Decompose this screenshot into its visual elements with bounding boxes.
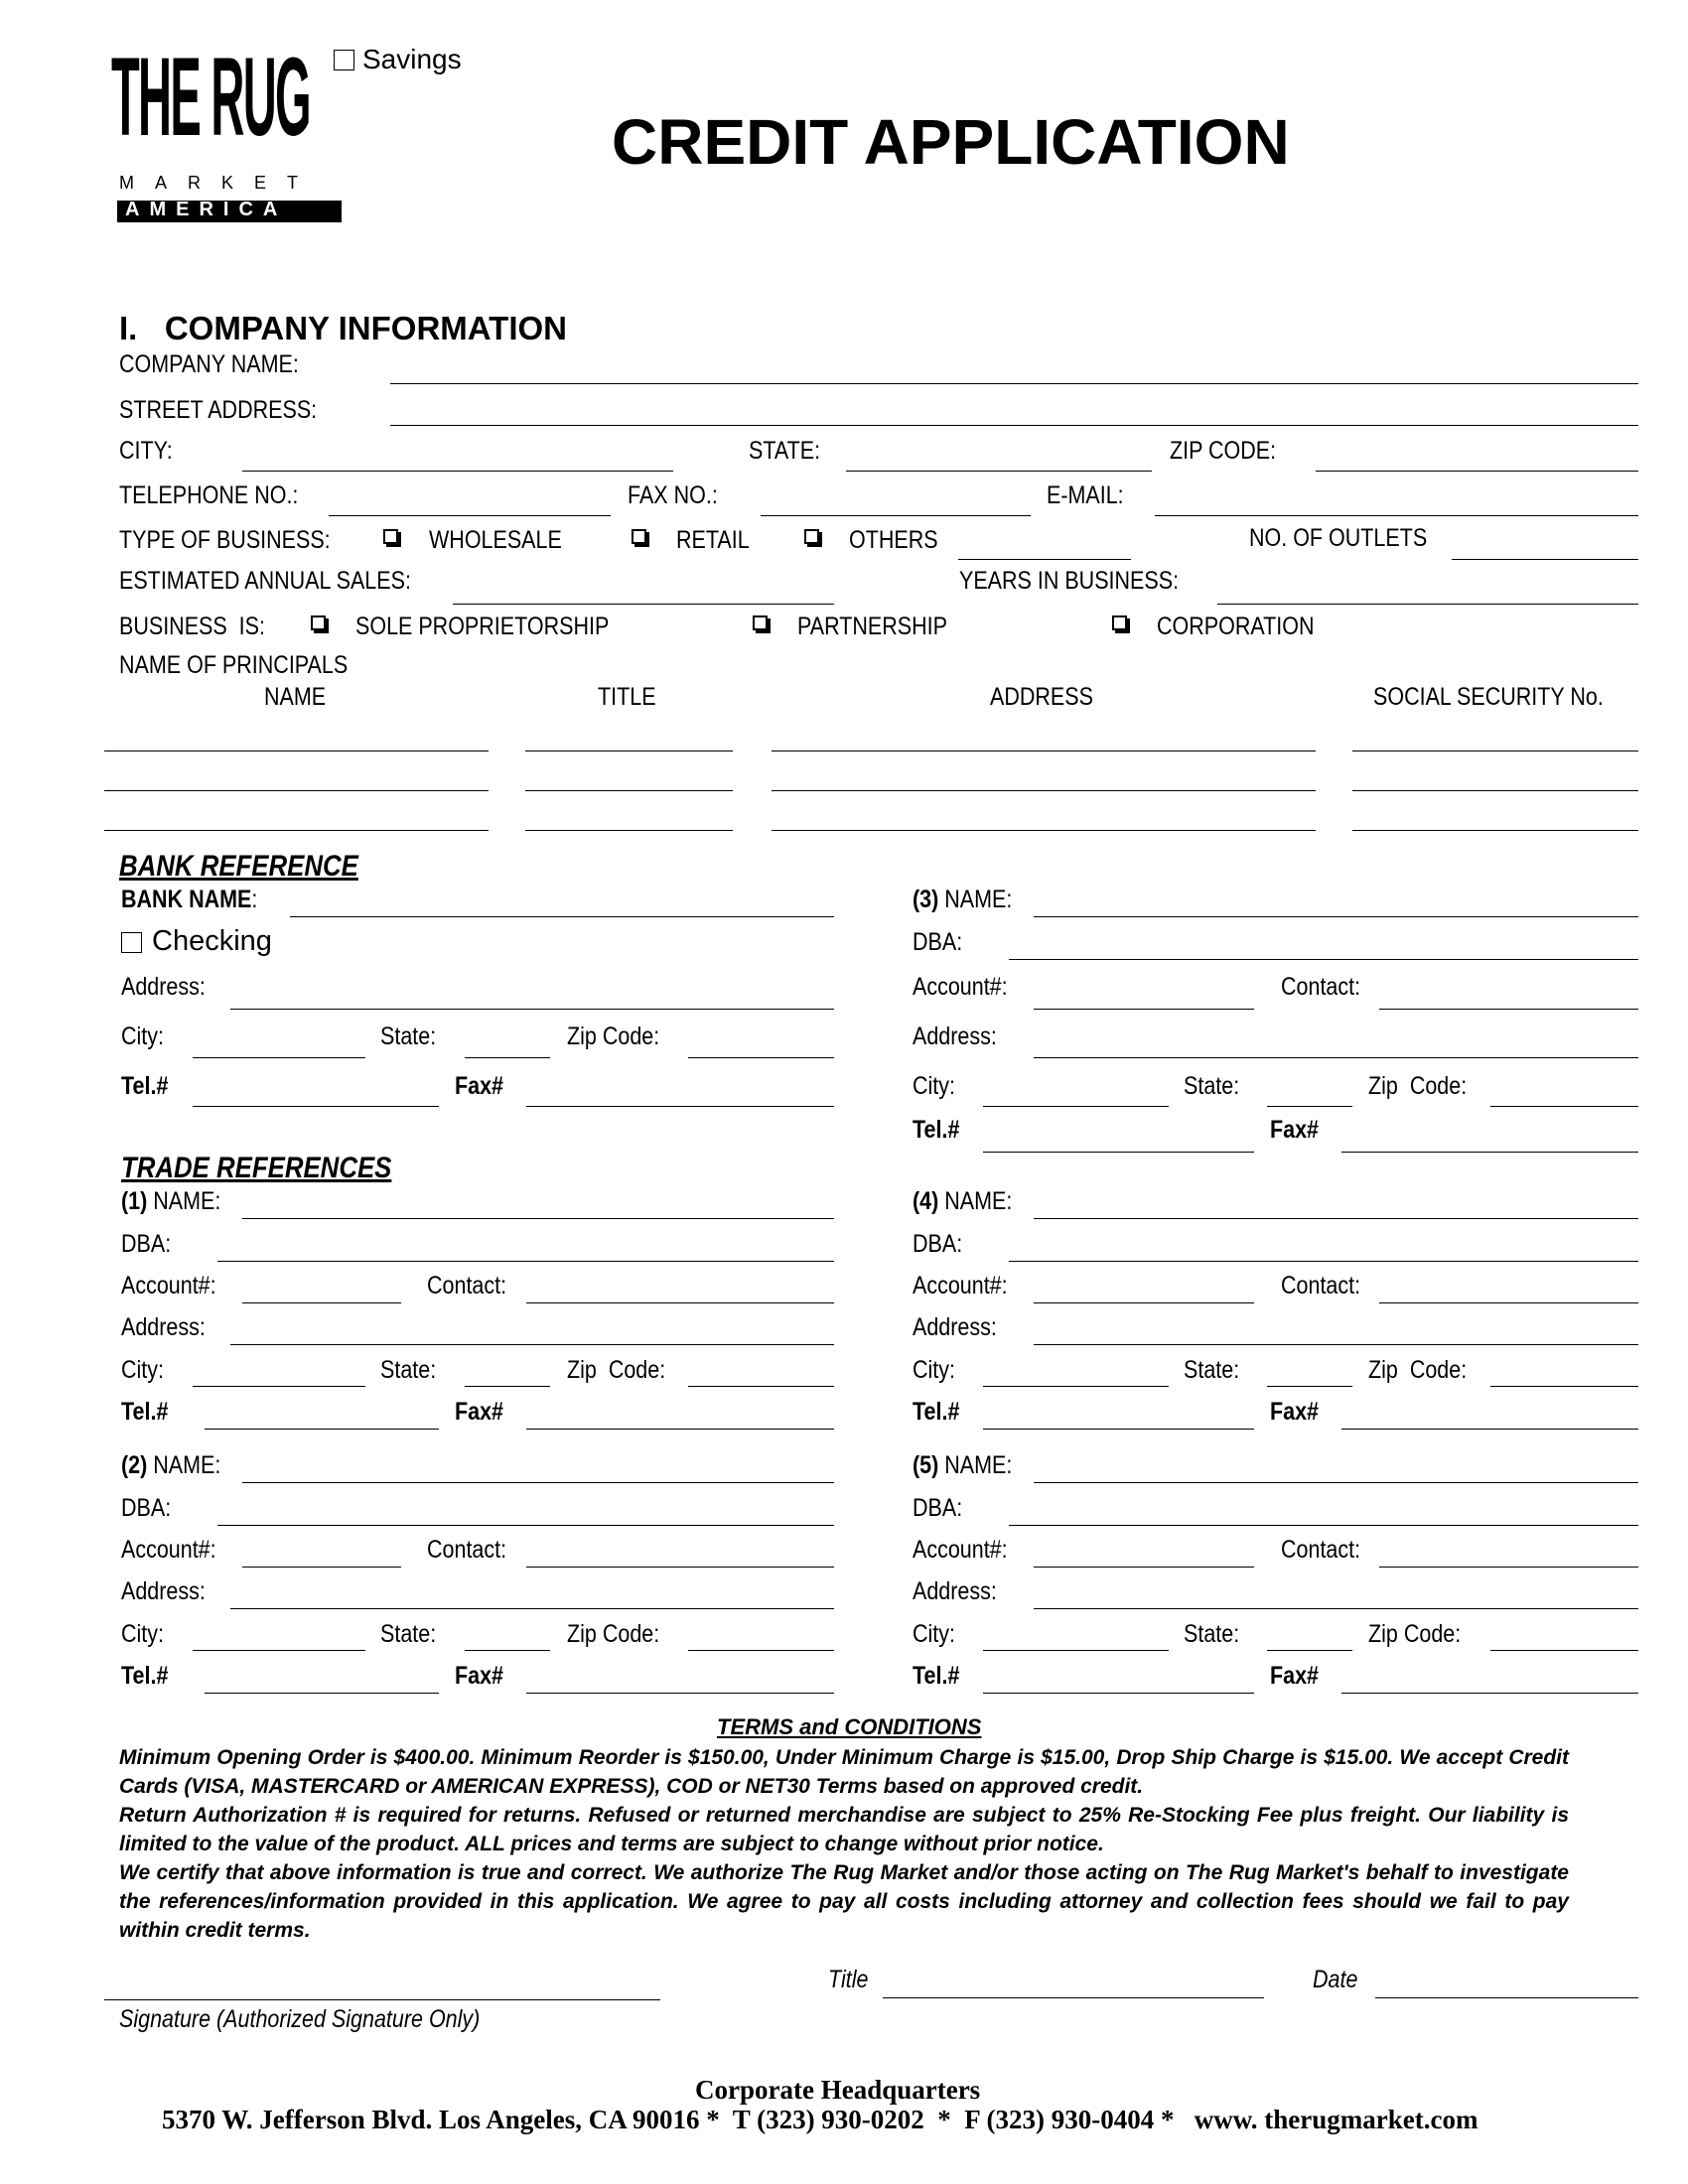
ref4-state-field[interactable] (1267, 1386, 1352, 1387)
ref3-account-label: Account#: (913, 973, 1008, 1001)
ref5-state-field[interactable] (1267, 1650, 1352, 1651)
telephone-label: TELEPHONE NO.: (119, 481, 299, 509)
retail-label: RETAIL (676, 526, 750, 554)
principals-label: NAME OF PRINCIPALS (119, 651, 349, 679)
ref5-account-field[interactable] (1034, 1567, 1254, 1568)
ref5-zip-field[interactable] (1490, 1650, 1638, 1651)
sole-proprietorship-checkbox[interactable] (311, 615, 326, 630)
ref3-fax-label: Fax# (1270, 1116, 1320, 1144)
business-is-label: BUSINESS IS: (119, 613, 265, 640)
wholesale-label: WHOLESALE (429, 526, 562, 554)
principal-2-name[interactable] (104, 790, 489, 791)
ref4-account-field[interactable] (1034, 1302, 1254, 1303)
checking-label: Checking (152, 925, 272, 957)
ref4-zip-label: Zip Code: (1368, 1356, 1468, 1384)
fax-label: FAX NO.: (628, 481, 718, 509)
ref5-name-text: NAME: (944, 1451, 1013, 1479)
others-field[interactable] (958, 559, 1131, 560)
company-logo (111, 35, 346, 222)
ref5-city-label: City: (913, 1620, 955, 1648)
ref4-address-field[interactable] (1034, 1344, 1638, 1345)
ref3-name-label (913, 886, 1012, 914)
principal-3-address[interactable] (772, 830, 1316, 831)
ref5-city-field[interactable] (983, 1650, 1169, 1651)
ref2-state-field[interactable] (465, 1650, 550, 1651)
ref5-zip-label: Zip Code: (1368, 1620, 1462, 1648)
ref2-name-text: NAME: (153, 1451, 221, 1479)
ref1-account-label: Account#: (121, 1272, 216, 1299)
terms-paragraph-1: Minimum Opening Order is $400.00. Minimum Reorder is $150.00, Under Minimum Charge is $15.00, Drop Ship Charge is $15.00. We accept Credit Cards (VISA, MASTERCARD or AMERICAN EXPRESS), COD or NET30 Terms based on approved credit. (119, 1746, 1569, 1798)
ref5-tel-label: Tel.# (913, 1662, 960, 1690)
logo-america: AMERICA (125, 199, 288, 220)
ref3-state-label: State: (1184, 1072, 1240, 1100)
ref3-dba-label: DBA: (913, 928, 963, 956)
ref1-tel-label: Tel.# (121, 1398, 169, 1426)
bank-tel-field[interactable] (193, 1106, 439, 1107)
ref5-name-label (913, 1451, 1012, 1480)
ref1-state-label: State: (380, 1356, 437, 1384)
savings-label: Savings (362, 44, 462, 74)
title-label: Title (828, 1966, 869, 1993)
ref2-zip-label: Zip Code: (567, 1620, 660, 1648)
ref5-tel-field[interactable] (983, 1693, 1254, 1694)
corporation-label: CORPORATION (1157, 613, 1315, 640)
ref2-contact-label: Contact: (427, 1536, 507, 1564)
principals-col-ssn: SOCIAL SECURITY No. (1373, 683, 1604, 711)
bank-state-field[interactable] (465, 1057, 550, 1058)
ref4-name-label (913, 1187, 1012, 1216)
company-name-field[interactable] (390, 383, 1638, 384)
ref4-name-text: NAME: (944, 1187, 1013, 1215)
ref4-tel-label: Tel.# (913, 1398, 960, 1426)
ref5-state-label: State: (1184, 1620, 1240, 1648)
ref2-city-label: City: (121, 1620, 164, 1648)
ref2-fax-label: Fax# (455, 1662, 504, 1690)
logo-market: MARKET (119, 173, 320, 193)
ref3-tel-label: Tel.# (913, 1116, 960, 1144)
ref3-state-field[interactable] (1267, 1106, 1352, 1107)
state-label: STATE: (749, 437, 821, 465)
bank-tel-label: Tel.# (121, 1072, 169, 1100)
ref1-number: (1) (121, 1187, 148, 1215)
ref4-city-field[interactable] (983, 1386, 1169, 1387)
title-field[interactable] (883, 1997, 1264, 1998)
outlets-field[interactable] (1452, 559, 1638, 560)
ref4-number: (4) (913, 1187, 939, 1215)
ref4-dba-field[interactable] (1009, 1261, 1638, 1262)
ref4-name-field[interactable] (1034, 1218, 1638, 1219)
ref1-dba-field[interactable] (217, 1261, 834, 1262)
ref2-number: (2) (121, 1451, 148, 1479)
ref4-contact-field[interactable] (1379, 1302, 1638, 1303)
ref4-zip-field[interactable] (1490, 1386, 1638, 1387)
savings-checkbox[interactable] (334, 50, 354, 70)
bank-fax-field[interactable] (526, 1106, 834, 1107)
principal-2-address[interactable] (772, 790, 1316, 791)
ref2-zip-field[interactable] (688, 1650, 834, 1651)
ref1-account-field[interactable] (242, 1302, 401, 1303)
ref3-dba-field[interactable] (1009, 959, 1638, 960)
ref1-tel-field[interactable] (205, 1429, 439, 1430)
logo-wordmark: THE RUG (111, 35, 310, 159)
ref2-name-label (121, 1451, 220, 1480)
ref2-tel-field[interactable] (205, 1693, 439, 1694)
ref3-contact-label: Contact: (1281, 973, 1361, 1001)
ref5-dba-field[interactable] (1009, 1525, 1638, 1526)
bank-state-label: State: (380, 1023, 437, 1050)
ref2-address-label: Address: (121, 1577, 206, 1605)
fax-field[interactable] (761, 515, 1031, 516)
principals-col-address: ADDRESS (990, 683, 1093, 711)
zip-label: ZIP CODE: (1170, 437, 1277, 465)
bank-zip-label: Zip Code: (567, 1023, 660, 1050)
principal-3-name[interactable] (104, 830, 489, 831)
ref2-dba-label: DBA: (121, 1494, 172, 1522)
date-label: Date (1313, 1966, 1358, 1993)
ref4-dba-label: DBA: (913, 1230, 963, 1258)
ref2-tel-label: Tel.# (121, 1662, 169, 1690)
company-info-heading: I. COMPANY INFORMATION (119, 310, 567, 346)
ref1-address-label: Address: (121, 1313, 206, 1341)
ref3-address-label: Address: (913, 1023, 997, 1050)
ref2-fax-field[interactable] (526, 1693, 834, 1694)
signature-field[interactable] (104, 1999, 660, 2000)
ref1-city-label: City: (121, 1356, 164, 1384)
ref3-zip-label: Zip Code: (1368, 1072, 1468, 1100)
city-label: CITY: (119, 437, 173, 465)
partnership-label: PARTNERSHIP (797, 613, 947, 640)
bank-address-field[interactable] (230, 1009, 834, 1010)
bank-fax-label: Fax# (455, 1072, 504, 1100)
terms-heading: TERMS and CONDITIONS (717, 1714, 982, 1739)
type-of-business-label: TYPE OF BUSINESS: (119, 526, 331, 554)
ref3-name-field[interactable] (1034, 916, 1638, 917)
ref5-contact-label: Contact: (1281, 1536, 1361, 1564)
ref4-city-label: City: (913, 1356, 955, 1384)
email-label: E-MAIL: (1047, 481, 1124, 509)
ref1-state-field[interactable] (465, 1386, 550, 1387)
ref5-address-field[interactable] (1034, 1608, 1638, 1609)
annual-sales-label: ESTIMATED ANNUAL SALES: (119, 567, 411, 595)
bank-city-label: City: (121, 1023, 164, 1050)
bank-city-field[interactable] (193, 1057, 365, 1058)
ref3-city-field[interactable] (983, 1106, 1169, 1107)
principal-2-ssn[interactable] (1352, 790, 1638, 791)
bank-address-label: Address: (121, 973, 206, 1001)
ref1-address-field[interactable] (230, 1344, 834, 1345)
ref3-address-field[interactable] (1034, 1057, 1638, 1058)
annual-sales-field[interactable] (453, 604, 834, 605)
ref5-account-label: Account#: (913, 1536, 1008, 1564)
principal-3-title[interactable] (525, 830, 733, 831)
ref5-fax-field[interactable] (1341, 1693, 1638, 1694)
company-name-label: COMPANY NAME: (119, 350, 299, 378)
terms-body (119, 1743, 1569, 1945)
bank-name-text: BANK NAME (121, 886, 252, 913)
ref3-name-text: NAME: (944, 886, 1013, 913)
bank-reference-heading: BANK REFERENCE (119, 850, 358, 883)
ref3-city-label: City: (913, 1072, 955, 1100)
ref3-account-field[interactable] (1034, 1009, 1254, 1010)
ref1-name-field[interactable] (242, 1218, 834, 1219)
principal-3-ssn[interactable] (1352, 830, 1638, 831)
ref2-address-field[interactable] (230, 1608, 834, 1609)
ref4-fax-field[interactable] (1341, 1429, 1638, 1430)
bank-name-colon: : (251, 886, 258, 913)
partnership-checkbox[interactable] (753, 615, 768, 630)
ref5-address-label: Address: (913, 1577, 997, 1605)
others-label: OTHERS (849, 526, 938, 554)
ref1-name-label (121, 1187, 220, 1216)
signature-label: Signature (Authorized Signature Only) (119, 2005, 481, 2033)
street-address-field[interactable] (390, 425, 1638, 426)
footer-address: 5370 W. Jefferson Blvd. Los Angeles, CA 90016 * T (323) 930-0202 * F (323) 930-0404 * www. therugmarket.com (162, 2105, 1478, 2134)
ref1-fax-field[interactable] (526, 1429, 834, 1430)
trade-references-heading: TRADE REFERENCES (121, 1152, 392, 1184)
ref1-zip-field[interactable] (688, 1386, 834, 1387)
ref1-name-text: NAME: (153, 1187, 221, 1215)
bank-name-field[interactable] (290, 916, 834, 917)
ref3-tel-field[interactable] (983, 1152, 1254, 1153)
ref4-address-label: Address: (913, 1313, 997, 1341)
sole-proprietorship-label: SOLE PROPRIETORSHIP (355, 613, 610, 640)
ref2-account-field[interactable] (242, 1567, 401, 1568)
terms-paragraph-3: We certify that above information is true and correct. We authorize The Rug Market and/or those acting on The Rug Market's behalf to investigate the references/information provided in this application. We agree to pay all costs including attorney and collection fees should we fail to pay within credit terms. (119, 1861, 1569, 1942)
ref5-contact-field[interactable] (1379, 1567, 1638, 1568)
checking-checkbox[interactable] (121, 932, 142, 953)
email-field[interactable] (1155, 515, 1638, 516)
principal-2-title[interactable] (525, 790, 733, 791)
wholesale-checkbox[interactable] (383, 529, 398, 544)
ref2-city-field[interactable] (193, 1650, 365, 1651)
ref2-state-label: State: (380, 1620, 437, 1648)
ref5-fax-label: Fax# (1270, 1662, 1320, 1690)
ref4-fax-label: Fax# (1270, 1398, 1320, 1426)
ref1-city-field[interactable] (193, 1386, 365, 1387)
retail-checkbox[interactable] (632, 529, 646, 544)
ref4-account-label: Account#: (913, 1272, 1008, 1299)
page-title: CREDIT APPLICATION (612, 106, 1290, 178)
ref1-dba-label: DBA: (121, 1230, 172, 1258)
bank-name-label (121, 886, 257, 914)
state-field[interactable] (846, 471, 1152, 472)
date-field[interactable] (1375, 1997, 1638, 1998)
ref2-account-label: Account#: (121, 1536, 216, 1564)
terms-paragraph-2: Return Authorization # is required for returns. Refused or returned merchandise are subject to 25% Re-Stocking Fee plus freight. Our liability is limited to the value of the product. ALL prices and terms are subject to change without prior notice. (119, 1804, 1569, 1855)
principals-col-name: NAME (264, 683, 327, 711)
ref1-contact-field[interactable] (526, 1302, 834, 1303)
ref4-tel-field[interactable] (983, 1429, 1254, 1430)
others-checkbox[interactable] (804, 529, 819, 544)
years-field[interactable] (1217, 604, 1638, 605)
ref3-fax-field[interactable] (1341, 1152, 1638, 1153)
ref1-contact-label: Contact: (427, 1272, 507, 1299)
street-address-label: STREET ADDRESS: (119, 396, 318, 424)
ref1-zip-label: Zip Code: (567, 1356, 666, 1384)
corporation-checkbox[interactable] (1112, 615, 1127, 630)
zip-field[interactable] (1316, 471, 1638, 472)
ref1-fax-label: Fax# (455, 1398, 504, 1426)
ref4-contact-label: Contact: (1281, 1272, 1361, 1299)
ref4-state-label: State: (1184, 1356, 1240, 1384)
ref5-number: (5) (913, 1451, 939, 1479)
footer-hq: Corporate Headquarters (695, 2075, 981, 2105)
bank-zip-field[interactable] (688, 1057, 834, 1058)
ref2-name-field[interactable] (242, 1482, 834, 1483)
ref3-number: (3) (913, 886, 939, 913)
telephone-field[interactable] (329, 515, 611, 516)
ref5-dba-label: DBA: (913, 1494, 963, 1522)
ref5-name-field[interactable] (1034, 1482, 1638, 1483)
ref3-zip-field[interactable] (1490, 1106, 1638, 1107)
ref2-contact-field[interactable] (526, 1567, 834, 1568)
ref3-contact-field[interactable] (1379, 1009, 1638, 1010)
outlets-label: NO. OF OUTLETS (1249, 524, 1428, 552)
city-field[interactable] (242, 471, 673, 472)
principals-col-title: TITLE (598, 683, 656, 711)
ref2-dba-field[interactable] (217, 1525, 834, 1526)
years-label: YEARS IN BUSINESS: (959, 567, 1180, 595)
